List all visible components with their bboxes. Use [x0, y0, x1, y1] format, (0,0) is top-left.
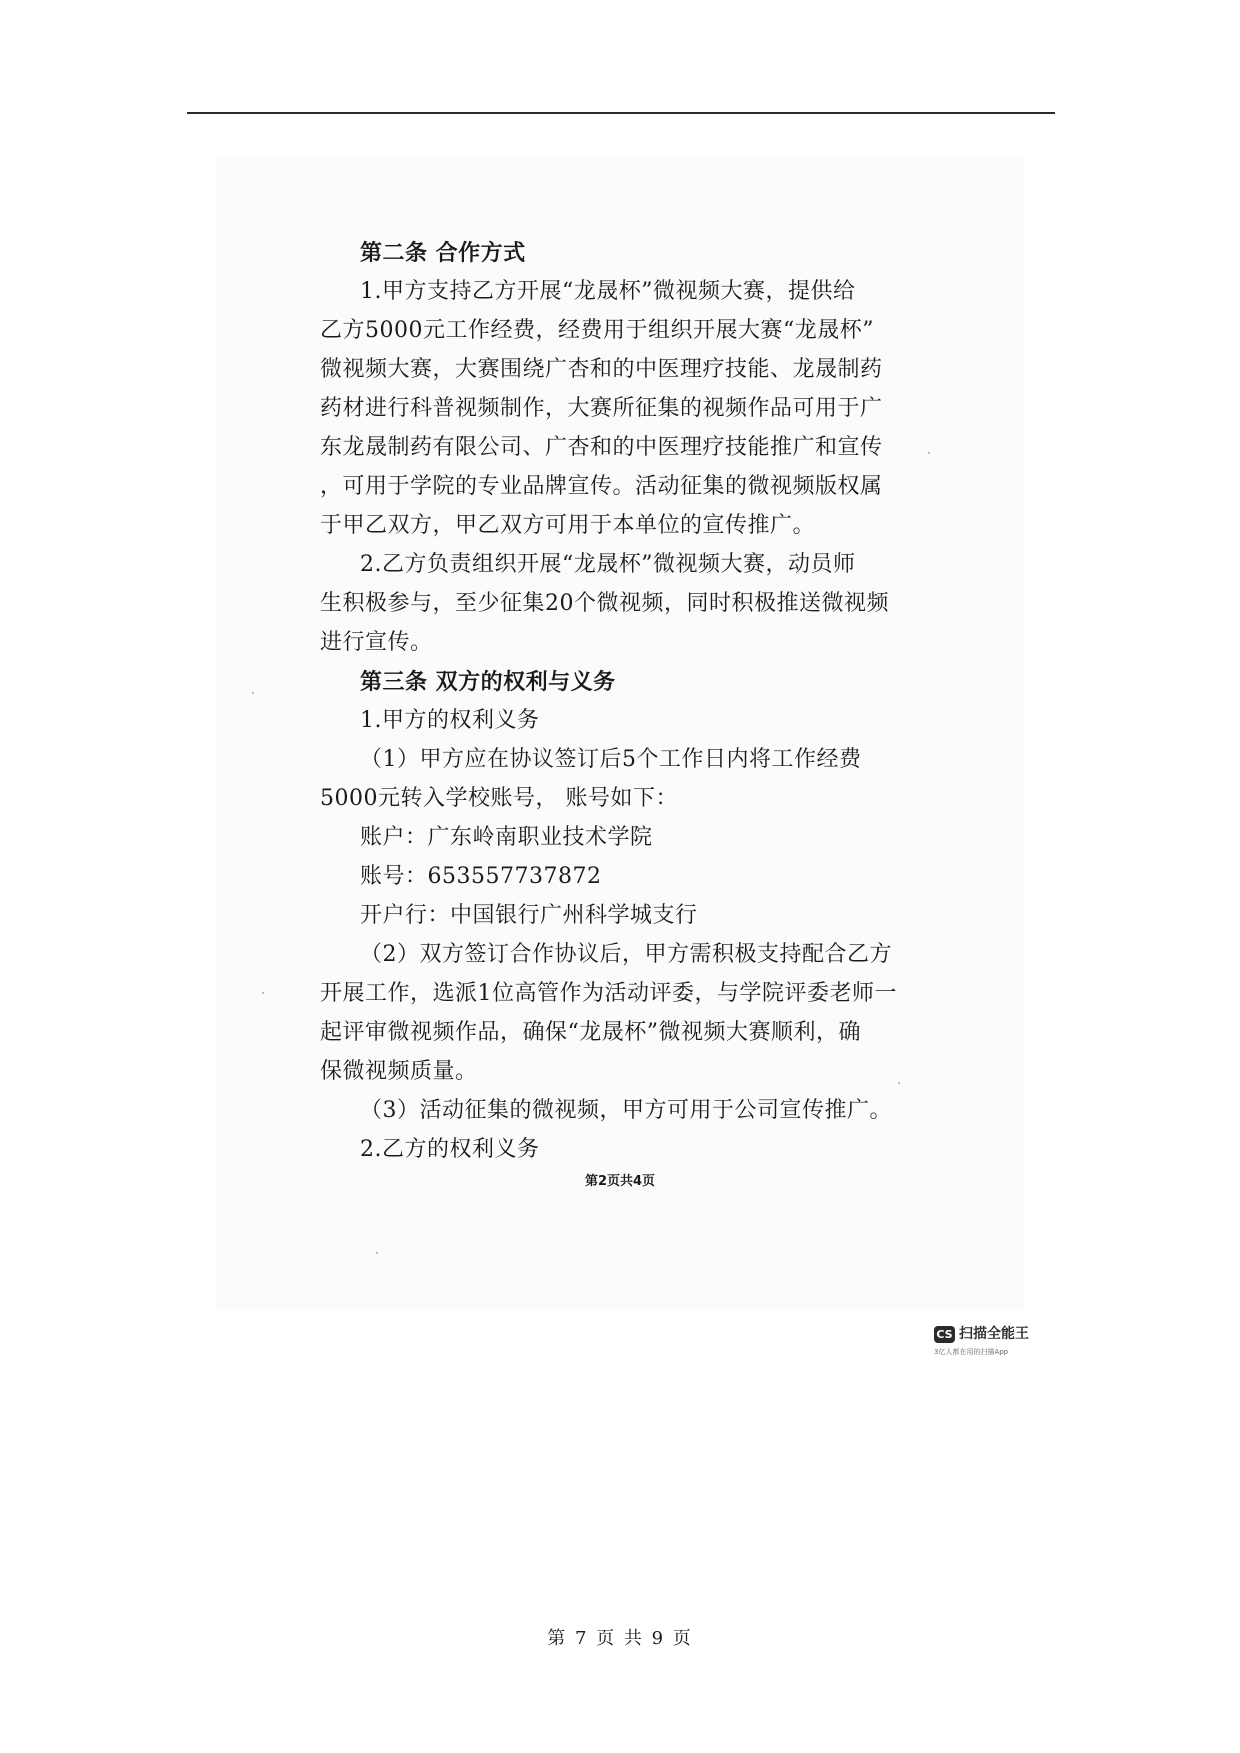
account-number: 账号：653557737872 [360, 864, 602, 889]
scan-page-number: 第2页共4页 [584, 1174, 656, 1189]
paragraph-line: （3）活动征集的微视频，甲方可用于公司宣传推广。 [360, 1098, 892, 1123]
scan-speck [928, 452, 930, 454]
paragraph-line: 5000元转入学校账号， 账号如下： [320, 786, 678, 811]
account-name: 账户：广东岭南职业技术学院 [360, 825, 653, 850]
paragraph-line: 起评审微视频作品，确保“龙晟杯”微视频大赛顺利，确 [320, 1020, 861, 1045]
paragraph-line: ，可用于学院的专业品牌宣传。活动征集的微视频版权属 [320, 474, 883, 499]
watermark-tagline: 3亿人都在用的扫描App [934, 1348, 1009, 1356]
paragraph-line: 2.乙方的权利义务 [360, 1137, 540, 1162]
scan-speck [262, 992, 264, 994]
paragraph-line: （1）甲方应在协议签订后5个工作日内将工作经费 [360, 747, 862, 772]
bank-branch: 开户行：中国银行广州科学城支行 [360, 903, 698, 928]
section-heading-3: 第三条 双方的权利与义务 [360, 669, 616, 695]
paragraph-line: （2）双方签订合作协议后，甲方需积极支持配合乙方 [360, 942, 892, 967]
paragraph-line: 于甲乙双方，甲乙双方可用于本单位的宣传推广。 [320, 513, 816, 538]
scan-speck [252, 692, 254, 694]
paragraph-line: 1.甲方支持乙方开展“龙晟杯”微视频大赛，提供给 [360, 279, 856, 304]
paragraph-line: 微视频大赛，大赛围绕广杏和的中医理疗技能、龙晟制药 [320, 357, 883, 382]
paragraph-line: 开展工作，选派1位高管作为活动评委，与学院评委老师一 [320, 981, 897, 1006]
page-footer: 第 7 页 共 9 页 [547, 1628, 693, 1649]
paragraph-line: 1.甲方的权利义务 [360, 708, 540, 733]
paragraph-line: 2.乙方负责组织开展“龙晟杯”微视频大赛，动员师 [360, 552, 856, 577]
camscanner-watermark [934, 1326, 1046, 1362]
paragraph-line: 保微视频质量。 [320, 1059, 478, 1084]
paragraph-line: 乙方5000元工作经费，经费用于组织开展大赛“龙晟杯” [320, 318, 874, 343]
paragraph-line: 东龙晟制药有限公司、广杏和的中医理疗技能推广和宣传 [320, 435, 883, 460]
camscanner-logo: CS [934, 1326, 955, 1343]
paragraph-line: 生积极参与，至少征集20个微视频，同时积极推送微视频 [320, 591, 889, 616]
paragraph-line: 药材进行科普视频制作，大赛所征集的视频作品可用于广 [320, 396, 883, 421]
section-heading-2: 第二条 合作方式 [360, 240, 526, 266]
header-rule [187, 112, 1055, 114]
scan-speck [898, 1082, 900, 1084]
scan-speck [376, 1252, 378, 1254]
watermark-name: 扫描全能王 [959, 1326, 1029, 1342]
paragraph-line: 进行宣传。 [320, 630, 433, 655]
